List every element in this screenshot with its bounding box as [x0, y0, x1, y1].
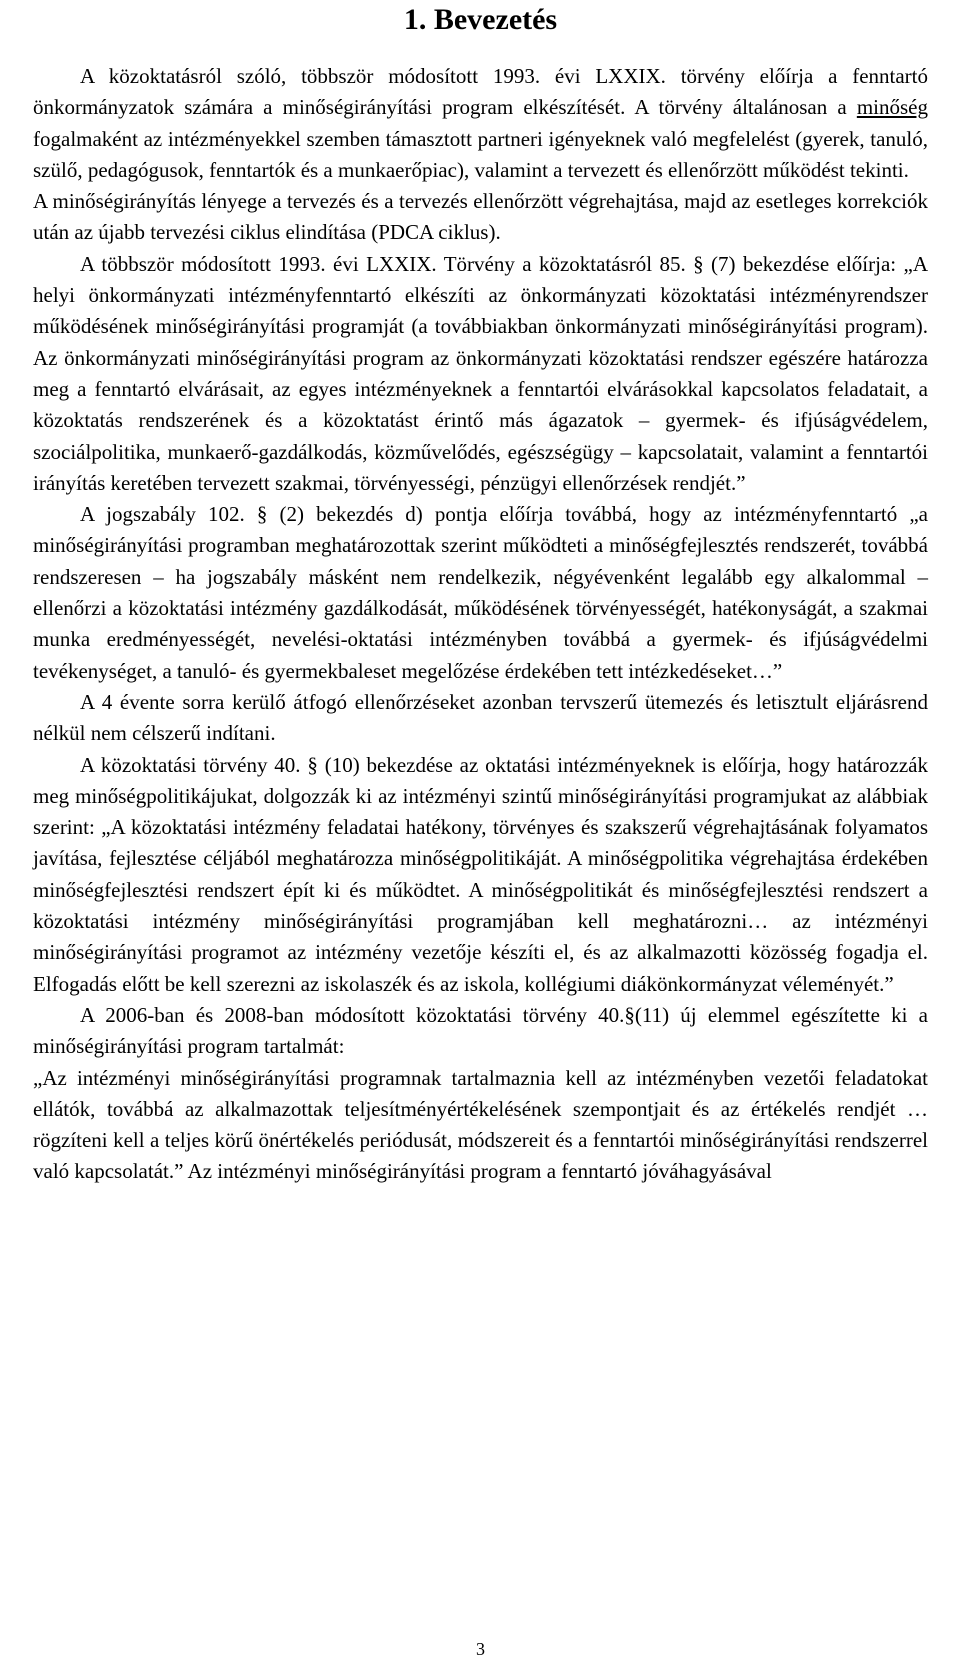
paragraph-intro-start: A közoktatásról szóló, többször módosított 1993. évi LXXIX. törvény előírja a fenntartó önkormányzatok számára a minőségirányítási program elkészítését. A törvény általánosan a: [33, 64, 928, 120]
paragraph-pdca: A minőségirányítás lényege a tervezés és a tervezés ellenőrzött végrehajtása, majd az esetleges korrekciók után az újabb tervezési ciklus elindítása (PDCA ciklus).: [33, 189, 928, 245]
paragraph-law-85: A többször módosított 1993. évi LXXIX. Törvény a közoktatásról 85. § (7) bekezdése előírja: „A helyi önkormányzati intézményfenntartó elkészíti az önkormányzati közoktatási intézményrendszer működésének minőségirányítási programját (a továbbiakban önkormányzati minőségirányítási program). Az önkormányzati minőségirányítási program az önkormányzati közoktatási rendszer egészére határozza meg a fenntartó elvárásait, az egyes intézményeknek a fenntartói elvárásokkal kapcsolatos feladatait, a közoktatás rendszerének és a közoktatást érintő más ágazatok – gyermek- és ifjúságvédelem, szociálpolitika, munkaerő-gazdálkodás, közművelődés, egészségügy – kapcsolatait, valamint a fenntartói irányítás keretében tervezett szakmai, törvényességi, pénzügyi ellenőrzések rendjét.”: [33, 251, 928, 495]
document-body: [33, 61, 928, 1188]
document-page: [33, 0, 928, 1678]
paragraph-intro-end: fogalmaként az intézményekkel szemben támasztott partneri igényeknek való megfelelést (gyerek, tanuló, szülő, pedagógusok, fenntartók és a munkaerőpiac), valamint a tervezett és ellenőrzött működést tekinti.: [33, 126, 928, 182]
underlined-term: minőség: [856, 95, 928, 120]
paragraph-law-40-11: A 2006-ban és 2008-ban módosított közoktatási törvény 40.§(11) új elemmel egészítette ki a minőségirányítási program tartalmát:: [33, 1002, 928, 1059]
paragraph-quote-evaluation: „Az intézményi minőségirányítási programnak tartalmaznia kell az intézményben vezetői feladatokat ellátók, továbbá az alkalmazottak teljesítményértékelésének szempontjait és az értékelés rendjét … rögzíteni kell a teljes körű önértékelés periódusát, módszereit és a fenntartói minőségirányítási rendszerrel való kapcsolatát.” Az intézményi minőségirányítási program a fenntartó jóváhagyásával: [33, 1065, 928, 1184]
paragraph-inspections: A 4 évente sorra kerülő átfogó ellenőrzéseket azonban tervszerű ütemezés és letisztult eljárásrend nélkül nem célszerű indítani.: [33, 689, 928, 746]
paragraph-law-102: A jogszabály 102. § (2) bekezdés d) pontja előírja továbbá, hogy az intézményfenntartó „a minőségirányítási programban meghatározottak szerint működteti a minőségfejlesztés rendszerét, továbbá rendszeresen – ha jogszabály másként nem rendelkezik, négyévenként legalább egy alkalommal – ellenőrzi a közoktatási intézmény gazdálkodását, működésének törvényességét, hatékonyságát, a szakmai munka eredményességét, nevelési-oktatási intézményben továbbá a gyermek- és ifjúságvédelmi tevékenységet, a tanuló- és gyermekbaleset megelőzése érdekében tett intézkedéseket…”: [33, 502, 928, 683]
page-number: 3: [476, 1639, 485, 1659]
page-title: 1. Bevezetés: [403, 3, 558, 36]
paragraph-law-40-10: A közoktatási törvény 40. § (10) bekezdése az oktatási intézményeknek is előírja, hogy határozzák meg minőségpolitikájukat, dolgozzák ki az intézményi szintű minőségirányítási programjukat az alábbiak szerint: „A közoktatási intézmény feladatai hatékony, törvényes és szakszerű végrehajtásának folyamatos javítása, fejlesztése céljából meghatározza minőségpolitikáját. A minőségpolitika végrehajtása érdekében minőségfejlesztési rendszert épít ki és működtet. A minőségpolitikát és minőségfejlesztési rendszert a közoktatási intézmény minőségirányítási programjában kell meghatározni… az intézményi minőségirányítási programot az intézmény vezetője készíti el, és az alkalmazotti közösség fogadja el. Elfogadás előtt be kell szerezni az iskolaszék és az iskola, kollégiumi diákönkormányzat véleményét.”: [33, 752, 928, 996]
paragraph-intro: [33, 61, 928, 186]
